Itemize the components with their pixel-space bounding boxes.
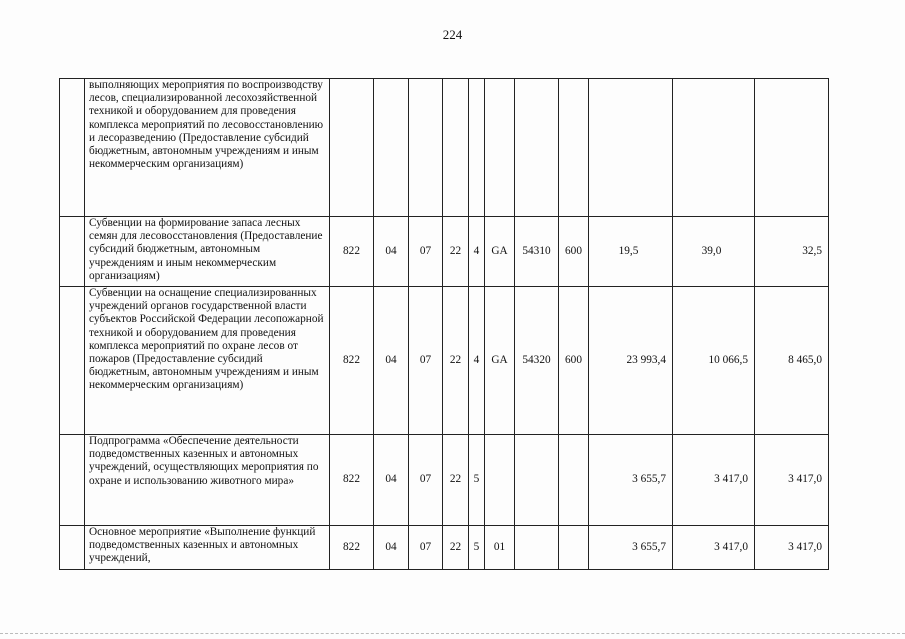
- cell-year3: 3 417,0: [755, 526, 829, 570]
- cell-year2: 3 417,0: [673, 526, 755, 570]
- cell-grbs: 822: [330, 217, 374, 287]
- row-indent-cell: [60, 79, 85, 217]
- table-row: [60, 435, 829, 526]
- cell-section: 04: [374, 217, 409, 287]
- cell-year1: 19,5: [589, 217, 673, 287]
- cell-year2: 39,0: [673, 217, 755, 287]
- table-row: [60, 287, 829, 435]
- cell-direction: 54320: [515, 287, 559, 435]
- cell-section: 04: [374, 435, 409, 526]
- cell-program: 22: [443, 287, 469, 435]
- cell-grbs: 822: [330, 526, 374, 570]
- cell-year3: 8 465,0: [755, 287, 829, 435]
- cell-measure: GA: [485, 287, 515, 435]
- cell-program: 22: [443, 217, 469, 287]
- cell-subsection: 07: [409, 287, 443, 435]
- cell-expense-type: 600: [559, 217, 589, 287]
- cell-subsection: 07: [409, 526, 443, 570]
- cell-direction: 54310: [515, 217, 559, 287]
- cell-year2: 3 417,0: [673, 435, 755, 526]
- cell-year1: 23 993,4: [589, 287, 673, 435]
- cell-program: [443, 79, 469, 217]
- cell-grbs: 822: [330, 287, 374, 435]
- page-number: 224: [442, 27, 463, 42]
- cell-measure: [485, 79, 515, 217]
- cell-section: 04: [374, 526, 409, 570]
- cell-program: 22: [443, 526, 469, 570]
- cell-subprogram: 5: [469, 435, 485, 526]
- table-row: [60, 79, 829, 217]
- cell-year1: 3 655,7: [589, 526, 673, 570]
- table-row: [60, 217, 829, 287]
- cell-subprogram: 5: [469, 526, 485, 570]
- table-row: [60, 526, 829, 570]
- cell-grbs: 822: [330, 435, 374, 526]
- row-description: выполняющих мероприятия по воспроизводству лесов, специализированной лесохозяйственной техникой и оборудованием для проведения комплекса мероприятий по лесовосстановлению и лесоразведению (Предоставление субсидий бюджетным, автономным учреждениям и иным некоммерческим организациям): [85, 79, 330, 217]
- row-description: Субвенции на формирование запаса лесных семян для лесовосстановления (Предоставление субсидий бюджетным, автономным учреждениям и иным некоммерческим организациям): [85, 217, 330, 287]
- cell-measure: 01: [485, 526, 515, 570]
- row-indent-cell: [60, 217, 85, 287]
- cell-grbs: [330, 79, 374, 217]
- row-indent-cell: [60, 435, 85, 526]
- row-indent-cell: [60, 287, 85, 435]
- cell-year1: 3 655,7: [589, 435, 673, 526]
- cell-section: [374, 79, 409, 217]
- cell-year3: 32,5: [755, 217, 829, 287]
- cell-year2: 10 066,5: [673, 287, 755, 435]
- cell-subsection: 07: [409, 217, 443, 287]
- cell-direction: [515, 79, 559, 217]
- cell-direction: [515, 435, 559, 526]
- cell-program: 22: [443, 435, 469, 526]
- cell-measure: GA: [485, 217, 515, 287]
- cell-subprogram: [469, 79, 485, 217]
- cell-subsection: 07: [409, 435, 443, 526]
- cell-expense-type: 600: [559, 287, 589, 435]
- cell-subprogram: 4: [469, 287, 485, 435]
- row-indent-cell: [60, 526, 85, 570]
- row-description: Основное мероприятие «Выполнение функций подведомственных казенных и автономных учреждений,: [85, 526, 330, 570]
- cell-year3: 3 417,0: [755, 435, 829, 526]
- cell-year2: [673, 79, 755, 217]
- scan-edge-divider: [0, 633, 905, 635]
- cell-year1: [589, 79, 673, 217]
- cell-subprogram: 4: [469, 217, 485, 287]
- cell-measure: [485, 435, 515, 526]
- cell-expense-type: [559, 435, 589, 526]
- budget-table: [59, 78, 829, 570]
- row-description: Подпрограмма «Обеспечение деятельности подведомственных казенных и автономных учреждений, осуществляющих мероприятия по охране и использованию животного мира»: [85, 435, 330, 526]
- cell-year3: [755, 79, 829, 217]
- cell-expense-type: [559, 79, 589, 217]
- cell-direction: [515, 526, 559, 570]
- cell-subsection: [409, 79, 443, 217]
- cell-expense-type: [559, 526, 589, 570]
- row-description: Субвенции на оснащение специализированных учреждений органов государственной власти субъектов Российской Федерации лесопожарной техникой и оборудованием для проведения комплекса мероприятий по охране лесов от пожаров (Предоставление субсидий бюджетным, автономным учреждениям и иным некоммерческим организациям): [85, 287, 330, 435]
- cell-section: 04: [374, 287, 409, 435]
